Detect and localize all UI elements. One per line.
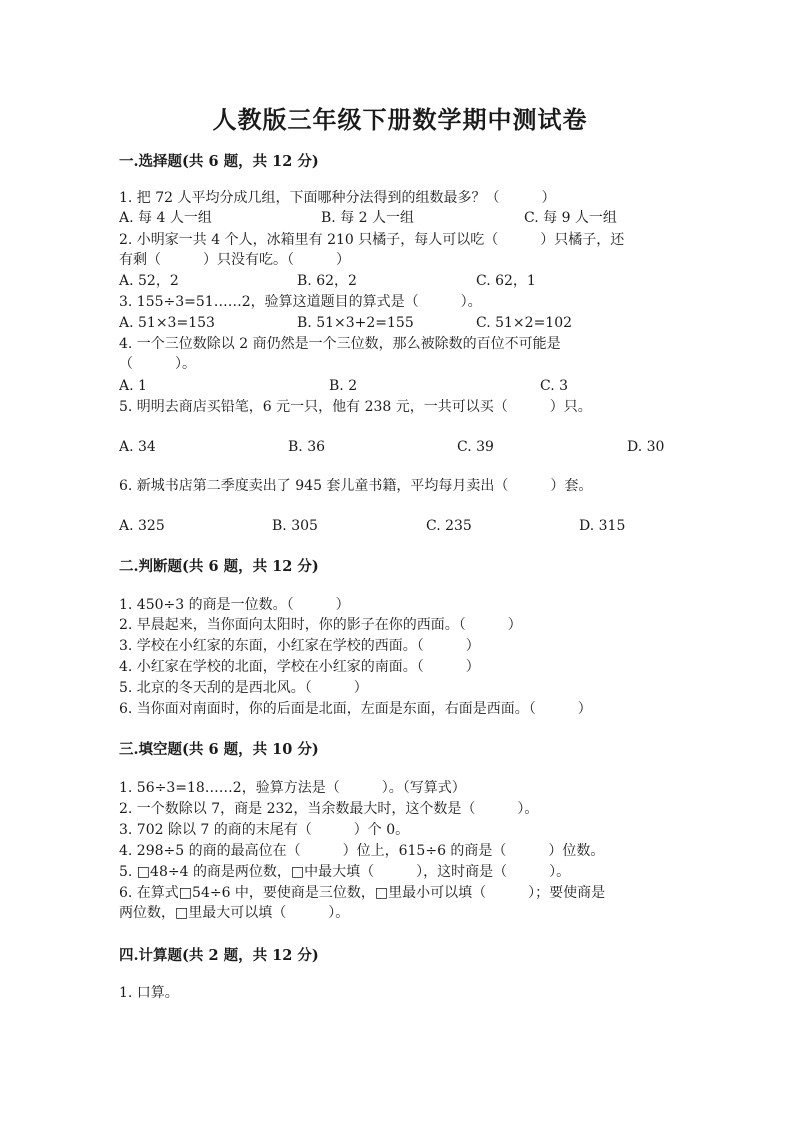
section-heading-judge: 二.判断题(共 6 题，共 12 分) [119, 558, 319, 575]
option-a: A. 每 4 人一组 [119, 210, 212, 226]
option-a: A. 325 [119, 518, 165, 534]
option-b: B. 36 [288, 439, 326, 455]
question-text: 两位数，□里最大可以填（ ）。 [119, 905, 350, 921]
option-b: B. 305 [272, 518, 318, 534]
question-text: 6. 当你面对南面时，你的后面是北面，左面是东面，右面是西面。（ ） [119, 701, 592, 717]
option-b: B. 51×3+2=155 [297, 315, 414, 331]
question-text: 1. 450÷3 的商是一位数。（ ） [119, 597, 350, 613]
option-a: A. 1 [119, 378, 147, 394]
question-text: 2. 小明家一共 4 个人，冰箱里有 210 只橘子，每人可以吃（ ）只橘子，还 [119, 232, 625, 248]
question-text: 6. 在算式□54÷6 中，要使商是三位数，□里最小可以填（ ）；要使商是 [119, 885, 606, 901]
option-b: B. 2 [329, 378, 358, 394]
option-d: D. 30 [627, 439, 665, 455]
page-title: 人教版三年级下册数学期中测试卷 [212, 105, 588, 134]
question-text: 3. 702 除以 7 的商的末尾有（ ）个 0。 [119, 822, 410, 838]
question-text: 2. 一个数除以 7，商是 232，当余数最大时，这个数是（ ）。 [119, 801, 539, 817]
question-text: 5. □48÷4 的商是两位数，□中最大填（ ），这时商是（ ）。 [119, 864, 571, 880]
question-text: 有剩（ ）只没有吃。（ ） [119, 252, 350, 268]
question-text: 5. 明明去商店买铅笔，6 元一只，他有 238 元，一共可以买（ ）只。 [119, 399, 592, 415]
option-c: C. 每 9 人一组 [524, 210, 617, 226]
question-text: 1. 口算。 [119, 985, 179, 1001]
option-b: B. 62，2 [297, 273, 357, 289]
section-heading-choice: 一.选择题(共 6 题，共 12 分) [119, 153, 319, 170]
option-c: C. 51×2=102 [476, 315, 573, 331]
option-c: C. 39 [457, 439, 494, 455]
option-a: A. 51×3=153 [119, 315, 215, 331]
question-text: 1. 56÷3=18……2，验算方法是（ ）。（写算式） [119, 780, 466, 796]
question-text: 5. 北京的冬天刮的是西北风。（ ） [119, 680, 368, 696]
section-heading-calc: 四.计算题(共 2 题，共 12 分) [119, 947, 319, 964]
section-heading-fill: 三.填空题(共 6 题，共 10 分) [119, 741, 319, 758]
question-text: 1. 把 72 人平均分成几组，下面哪种分法得到的组数最多？（ ） [119, 190, 556, 206]
option-c: C. 3 [540, 378, 569, 394]
question-text: 4. 小红家在学校的北面，学校在小红家的南面。（ ） [119, 659, 480, 675]
question-text: （ ）。 [119, 356, 196, 372]
question-text: 3. 学校在小红家的东面，小红家在学校的西面。（ ） [119, 638, 480, 654]
option-a: A. 34 [119, 439, 156, 455]
option-d: D. 315 [579, 518, 626, 534]
question-text: 2. 早晨起来，当你面向太阳时，你的影子在你的西面。（ ） [119, 617, 522, 633]
option-c: C. 62，1 [476, 273, 536, 289]
question-text: 3. 155÷3=51……2，验算这道题目的算式是（ ）。 [119, 294, 482, 310]
option-b: B. 每 2 人一组 [321, 210, 414, 226]
question-text: 4. 298÷5 的商的最高位在（ ）位上，615÷6 的商是（ ）位数。 [119, 843, 605, 859]
option-a: A. 52，2 [119, 273, 179, 289]
option-c: C. 235 [426, 518, 472, 534]
question-text: 4. 一个三位数除以 2 商仍然是一个三位数，那么被除数的百位不可能是 [119, 336, 561, 352]
question-text: 6. 新城书店第二季度卖出了 945 套儿童书籍，平均每月卖出（ ）套。 [119, 478, 593, 494]
